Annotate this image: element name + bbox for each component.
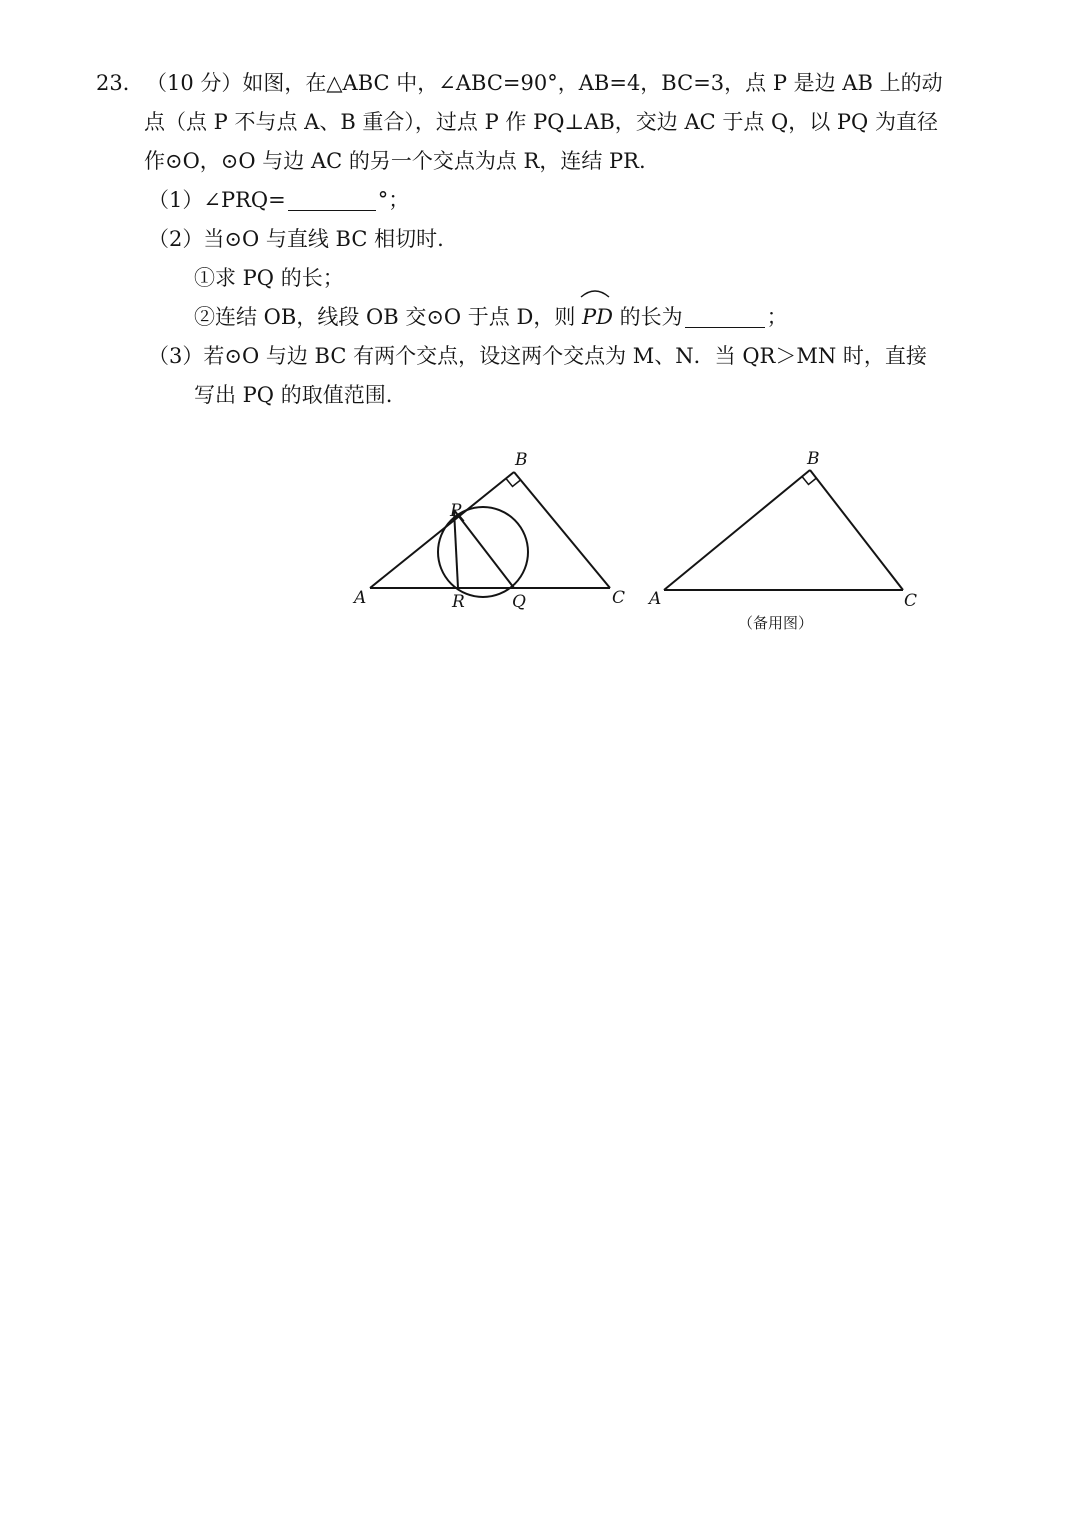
problem-line-1 xyxy=(96,64,956,103)
part-2-sub-1 xyxy=(96,259,956,298)
label-a1: A xyxy=(354,588,367,608)
part-2-sub-1-text: ①求 PQ 的长； xyxy=(194,266,344,290)
figure-2-labels xyxy=(647,449,917,632)
right-angle-mark-b1 xyxy=(506,479,521,487)
problem-line-3 xyxy=(96,142,956,181)
side-ab-2 xyxy=(664,470,810,590)
figure-2 xyxy=(664,470,903,590)
label-q1: Q xyxy=(512,592,526,612)
part-2-text: （2）当⊙O 与直线 BC 相切时. xyxy=(148,227,444,251)
part-3-text-2: 写出 PQ 的取值范围. xyxy=(194,383,393,407)
arc-pd xyxy=(582,298,613,337)
segment-pr xyxy=(454,510,458,588)
label-p1: P xyxy=(450,501,462,521)
label-c1: C xyxy=(612,588,626,608)
part-2-sub-2-end: ； xyxy=(766,305,788,329)
right-angle-mark-b2 xyxy=(802,477,817,485)
arc-symbol-icon xyxy=(580,288,610,298)
part-1-prefix: （1）∠PRQ= xyxy=(148,188,286,212)
figure-2-caption: （备用图） xyxy=(738,614,814,632)
part-1-suffix: °； xyxy=(377,188,410,212)
label-c2: C xyxy=(904,591,918,611)
side-bc-2 xyxy=(810,470,903,590)
side-bc xyxy=(514,472,610,588)
problem-text-line-2: 点（点 P 不与点 A、B 重合），过点 P 作 PQ⊥AB，交边 AC 于点 Q，以 PQ 为直径 xyxy=(144,110,938,134)
problem-text-line-1: （10 分）如图，在△ABC 中，∠ABC=90°，AB=4，BC=3，点 P 是边 AB 上的动 xyxy=(146,71,943,95)
segment-pq xyxy=(454,510,514,588)
problem-text-line-3: 作⊙O，⊙O 与边 AC 的另一个交点为点 R，连结 PR. xyxy=(144,149,646,173)
problem-line-2 xyxy=(96,103,956,142)
answer-blank-1[interactable] xyxy=(288,188,376,211)
label-b1: B xyxy=(515,450,528,470)
figures xyxy=(340,440,940,640)
part-1 xyxy=(96,181,956,220)
part-2-sub-2 xyxy=(96,298,956,337)
arc-label: PD xyxy=(582,305,613,329)
part-3-line-1 xyxy=(96,337,956,376)
problem-number: 23． xyxy=(96,71,144,95)
problem-23 xyxy=(96,64,956,415)
label-r1: R xyxy=(452,592,465,612)
label-a2: A xyxy=(649,589,662,609)
answer-blank-2[interactable] xyxy=(685,305,765,328)
part-2 xyxy=(96,220,956,259)
part-2-sub-2-suffix: 的长为 xyxy=(619,305,683,329)
part-3-text-1: （3）若⊙O 与边 BC 有两个交点，设这两个交点为 M、N．当 QR＞MN 时，直接 xyxy=(148,344,927,368)
part-2-sub-2-prefix: ②连结 OB，线段 OB 交⊙O 于点 D，则 xyxy=(194,305,576,329)
label-b2: B xyxy=(807,449,820,469)
part-3-line-2 xyxy=(96,376,956,415)
figure-1 xyxy=(370,472,610,597)
